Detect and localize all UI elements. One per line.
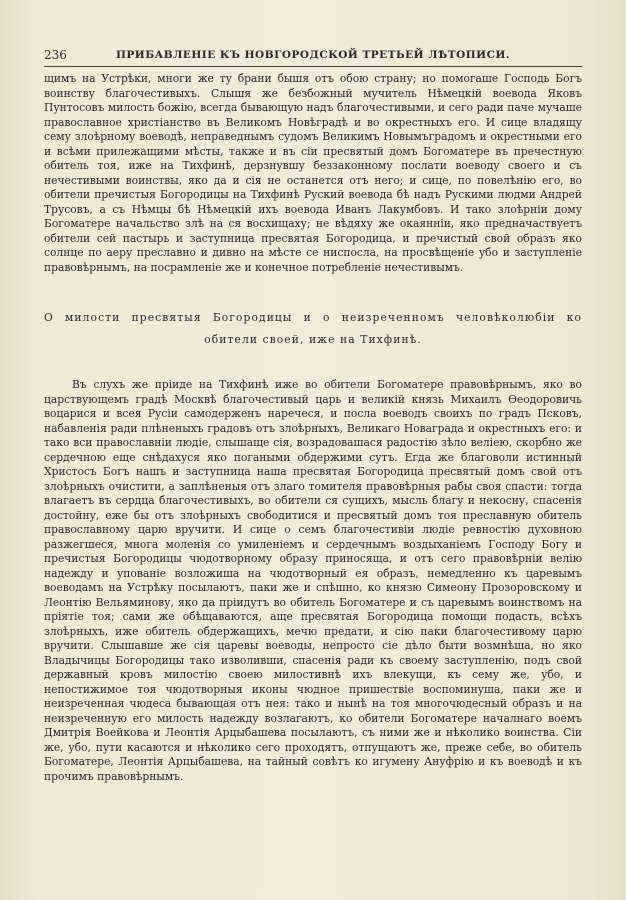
running-title: ПРИБАВЛЕНІЕ КЪ НОВГОРОДСКОЙ ТРЕТЬЕЙ ЛѢТОПИСИ.	[115, 49, 511, 61]
paragraph-1: щимъ на Устрѣки, многи же ту брани бышя отъ обою страну; но помогаше Господь Богъ воинству благочестивыхъ. Слышя же безбожный мучитель Нѣмецкiй воевода Яковъ Пунтосовъ милость божiю, всегда бывающую надъ благочестивыми, и сего ради паче мучаше православное христiанство въ Великомъ Новѣградѣ и во окрестныхъ его. И сице владящу сему злоѣрному воеводѣ, неправеднымъ судомъ Великимъ Новымъградомъ и окрестными его и всѣми прилежащими мѣсты, также и въ сiи пресвятый домъ Богоматере въ пречестную обитель тоя, иже на Тихфинѣ, дерзнувшу беззаконному послати воеводу своего и съ нечестивыми воинствы, яко да и сiя не останется отъ него; и сице, по повелѣнiю его, во обители пречистыя Богородицы на Тихфинѣ Руский воевода бѣ надъ Рускими людми Андрей Трусовъ, а съ Нѣмцы бѣ Нѣмецкiй ихъ воевода Иванъ Лакумбовъ. И тако злоѣрнiи дому Богоматере начальство злѣ на ся восхищаху; не вѣдяху же окаяннiи, яко предначаствуетъ обители сей пастырь и заступница пресвятая Богородица, и пречистый свой образъ яко солнце по аеру преславно и дивно на мѣсте се ниспосла, на просвѣщенiе убо и заступленiе правовѣрнымъ, на посрамленiе же и конечное потребленiе нечестивымъ.	[44, 72, 582, 274]
page-number: 236	[44, 48, 67, 62]
header-rule	[44, 66, 582, 67]
page-header	[44, 47, 582, 63]
paragraph-2: Въ слухъ же прiиде на Тихфинѣ иже во обители Богоматере правовѣрнымъ, яко во царствующемъ градѣ Москвѣ благочестивый царь и великiй князь Михаилъ Ѳеодоровичь воцарися и всея Русiи самодерженъ наречеся, и посла воеводъ своихъ по градъ Псковъ, набавленiя ради плѣненыхъ градовъ отъ злоѣрныхъ, Великаго Новаграда и окрестныхъ его: и тако вси православнiи людiе, слышаще сiя, возрадовашася радостiю зѣло велiею, скорбно же сердечною еще снѣдахуся яко погаными обдержими сутъ. Егда же благоволи истинный Христосъ Богъ нашъ и заступница наша пресвятая Богородица пресвятый домъ свой отъ злоѣрныхъ очистити, а заплѣненыя отъ злаго томителя правовѣрныя рабы своя спасти: тогда влагаетъ въ сердца благочестивыхъ, во обители ся сущихъ, мысль благу и некосну, спасенiя достойну, еже бы отъ злоѣрныхъ свободитися и пресвятый домъ тоя преславную обитель православному царю вручити. И сице о семъ благочестивiи людiе ревностiю духовною разжегшеся, многа моленiя со умиленiемъ и сердечнымъ воздыханiемъ Господу Богу и пречистыя Богородицы чюдотворному образу приносяща, и отъ сего правовѣрнiи велiю надежду и упованiе возложиша на чюдотворный ея образъ, немедленно къ царевымъ воеводамъ на Устрѣку посылаютъ, паки же и спѣшно, ко князю Симеону Прозоровскому и Леонтiю Вельяминову, яко да прiидутъ во обитель Богоматере и съ царевымъ воинствомъ на прiятiе тоя; сами же обѣщаваются, аще пресвятая Богородица помощи подасть, всѣхъ злоѣрныхъ, иже обитель обдержащихъ, мечю предати, и сiю паки благочестивому царю вручити. Слышавше же сiя царевы воеводы, непросто сiе дѣло быти возмнѣша, но яко Владычицы Богородицы тако изволивши, спасенiя ради къ своему заступленiю, подъ свой державный кровъ милостiю своею милостивнѣ ихъ влекущи, къ сему же, убо, и непостижимое тоя чюдотворныя иконы чюдное пришествiе воспоминуша, паки же и неизреченная чюдеса бывающая отъ нея: тако и нынѣ на тоя многочюдесный образъ и на неизреченную его милость надежду возлагаютъ, ко обители Богоматере началнаго воемъ Дмитрiя Воейкова и Леонтiя Арцыбашева посылаютъ, съ ними же и нѣколико воинства. Сiи же, убо, пути касаются и нѣколико сего проходятъ, отпущаютъ же, преже себе, во обитель Богоматере, Леонтiя Арцыбашева, на тайный совѣтъ ко игумену Ануфрiю и къ воеводѣ и къ прочимъ правовѣрнымъ.	[44, 378, 582, 783]
section-title: О милости пресвятыя Богородицы и о неизреченномъ человѣколюбiи ко обители своей, иже на Тихфинѣ.	[44, 311, 582, 346]
